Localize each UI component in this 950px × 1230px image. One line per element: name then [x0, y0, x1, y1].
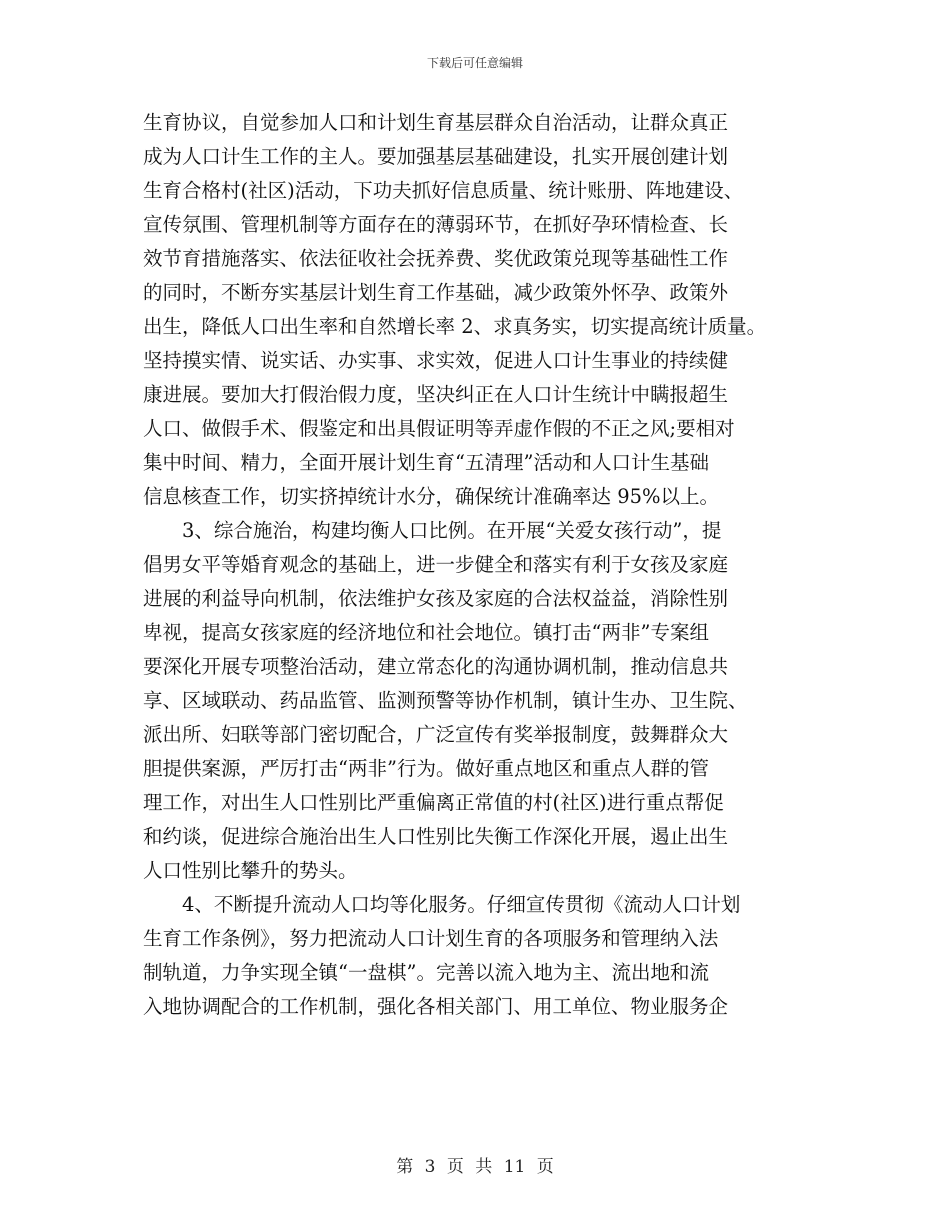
text-line: 生育协议，自觉参加人口和计划生育基层群众自治活动，让群众真正 [143, 111, 729, 134]
text-line: 宣传氛围、管理机制等方面存在的薄弱环节，在抓好孕环情检查、长 [143, 213, 729, 236]
text-line: 要深化开展专项整治活动，建立常态化的沟通协调机制，推动信息共 [143, 655, 729, 678]
page-footer: 第 3 页 共 11 页 [396, 1157, 554, 1177]
text-line: 3、综合施治，构建均衡人口比例。在开展“关爱女孩行动”，提 [143, 519, 722, 542]
text-line: 理工作，对出生人口性别比严重偏离正常值的村(社区)进行重点帮促 [143, 791, 724, 814]
text-line: 入地协调配合的工作机制，强化各相关部门、用工单位、物业服务企 [143, 995, 729, 1018]
document-body [143, 106, 823, 1024]
text-line: 进展的利益导向机制，依法维护女孩及家庭的合法权益益，消除性别 [143, 587, 729, 610]
text-line: 和约谈，促进综合施治出生人口性别比失衡工作深化开展，遏止出生 [143, 825, 729, 848]
text-line: 人口性别比攀升的势头。 [143, 859, 358, 882]
page-header: 下载后可任意编辑 [426, 56, 523, 70]
text-line: 集中时间、精力，全面开展计划生育“五清理”活动和人口计生基础 [143, 451, 709, 474]
text-line: 信息核查工作，切实挤掉统计水分，确保统计准确率达 95%以上。 [143, 485, 720, 508]
text-line: 享、区域联动、药品监管、监测预警等协作机制，镇计生办、卫生院、 [143, 689, 748, 712]
text-line: 胆提供案源，严厉打击“两非”行为。做好重点地区和重点人群的管 [143, 757, 709, 780]
text-line: 卑视，提高女孩家庭的经济地位和社会地位。镇打击“两非”专案组 [143, 621, 709, 644]
text-line: 人口、做假手术、假鉴定和出具假证明等弄虚作假的不正之风;要相对 [143, 417, 735, 440]
text-line: 制轨道，力争实现全镇“一盘棋”。完善以流入地为主、流出地和流 [143, 961, 709, 984]
text-line: 康进展。要加大打假治假力度，坚决纠正在人口计生统计中瞒报超生 [143, 383, 729, 406]
text-line: 倡男女平等婚育观念的基础上，进一步健全和落实有利于女孩及家庭 [143, 553, 729, 576]
text-line: 生育合格村(社区)活动，下功夫抓好信息质量、统计账册、阵地建设、 [143, 179, 744, 202]
text-line: 的同时，不断夯实基层计划生育工作基础，减少政策外怀孕、政策外 [143, 281, 729, 304]
text-line: 成为人口计生工作的主人。要加强基层基础建设，扎实开展创建计划 [143, 145, 729, 168]
text-line: 坚持摸实情、说实话、办实事、求实效，促进人口计生事业的持续健 [143, 349, 729, 372]
text-line: 出生，降低人口出生率和自然增长率 2、求真务实，切实提高统计质量。 [143, 315, 767, 338]
text-line: 生育工作条例》，努力把流动人口计划生育的各项服务和管理纳入法 [143, 927, 719, 950]
text-line: 4、不断提升流动人口均等化服务。仔细宣传贯彻《流动人口计划 [143, 893, 741, 916]
text-line: 效节育措施落实、依法征收社会抚养费、奖优政策兑现等基础性工作 [143, 247, 729, 270]
text-line: 派出所、妇联等部门密切配合，广泛宣传有奖举报制度，鼓舞群众大 [143, 723, 729, 746]
